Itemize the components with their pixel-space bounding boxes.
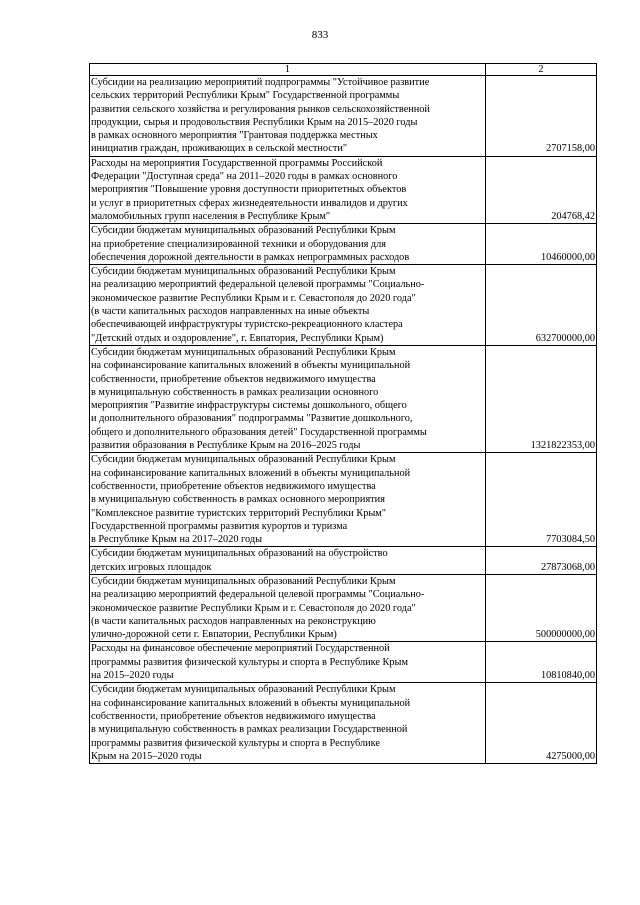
row-amount: 10460000,00: [486, 224, 597, 265]
budget-table: [89, 63, 597, 764]
row-description: Субсидии бюджетам муниципальных образований Республики Крым на реализацию мероприятий федеральной целевой программы "Социально- экономическое развитие Республики Крым и г. Севастополя до 2020 года" (в части капитальных расходов направленных на иные объекты обеспечивающей инфраструктуры туристско-рекреационного кластера "Детский отдых и оздоровление", г. Евпатория, Республики Крым): [90, 265, 486, 346]
row-amount: 2707158,00: [486, 76, 597, 157]
row-description: Субсидии бюджетам муниципальных образований Республики Крым на софинансирование капитальных вложений в объекты муниципальной собственности, приобретение объектов недвижимого имущества в муниципальную собственность в рамках основного мероприятия "Комплексное развитие туристских территорий Республики Крым" Государственной программы развития курортов и туризма в Республике Крым на 2017–2020 годы: [90, 453, 486, 547]
row-amount: 500000000,00: [486, 574, 597, 641]
row-description: Субсидии бюджетам муниципальных образований Республики Крым на приобретение специализированной техники и оборудования для обеспечения дорожной деятельности в рамках непрограммных расходов: [90, 224, 486, 265]
row-amount: 4275000,00: [486, 683, 597, 764]
row-amount: 204768,42: [486, 156, 597, 223]
row-amount: 10810840,00: [486, 642, 597, 683]
table-row: [90, 76, 597, 157]
row-description: Субсидии бюджетам муниципальных образований на обустройство детских игровых площадок: [90, 547, 486, 575]
table-row: [90, 574, 597, 641]
row-description: Субсидии на реализацию мероприятий подпрограммы "Устойчивое развитие сельских территорий Республики Крым" Государственной программы развития сельского хозяйства и регулирования рынков сельскохозяйственной продукции, сырья и продовольствия Республики Крым на 2015–2020 годы в рамках основного мероприятия "Грантовая поддержка местных инициатив граждан, проживающих в сельской местности": [90, 76, 486, 157]
page-number: 833: [311, 29, 329, 41]
row-description: Расходы на финансовое обеспечение мероприятий Государственной программы развития физической культуры и спорта в Республике Крым на 2015–2020 годы: [90, 642, 486, 683]
row-description: Субсидии бюджетам муниципальных образований Республики Крым на софинансирование капитальных вложений в объекты муниципальной собственности, приобретение объектов недвижимого имущества в муниципальную собственность в рамках реализации основного мероприятия "Развитие инфраструктуры системы дошкольного, общего и дополнительного образования" подпрограммы "Развитие дошкольного, общего и дополнительного образования детей" Государственной программы развития образования в Республике Крым на 2016–2025 годы: [90, 345, 486, 452]
row-description: Субсидии бюджетам муниципальных образований Республики Крым на софинансирование капитальных вложений в объекты муниципальной собственности, приобретение объектов недвижимого имущества в муниципальную собственность в рамках реализации Государственной программы развития физической культуры и спорта в Республике Крым на 2015–2020 годы: [90, 683, 486, 764]
column-header-description: 1: [90, 64, 486, 76]
table-row: [90, 156, 597, 223]
column-header-amount: 2: [486, 64, 597, 76]
row-amount: 1321822353,00: [486, 345, 597, 452]
row-description: Субсидии бюджетам муниципальных образований Республики Крым на реализацию мероприятий федеральной целевой программы "Социально- экономическое развитие Республики Крым и г. Севастополя до 2020 года" (в части капитальных расходов направленных на реконструкцию улично-дорожной сети г. Евпатории, Республики Крым): [90, 574, 486, 641]
table-row: [90, 683, 597, 764]
table-row: [90, 224, 597, 265]
table-row: [90, 453, 597, 547]
table-row: [90, 642, 597, 683]
row-amount: 632700000,00: [486, 265, 597, 346]
row-description: Расходы на мероприятия Государственной программы Российской Федерации "Доступная среда" на 2011–2020 годы в рамках основного мероприятия "Повышение уровня доступности приоритетных объектов и услуг в приоритетных сферах жизнедеятельности инвалидов и других маломобильных групп населения в Республике Крым": [90, 156, 486, 223]
table-header-row: [90, 64, 597, 76]
row-amount: 27873068,00: [486, 547, 597, 575]
table-row: [90, 547, 597, 575]
table-row: [90, 265, 597, 346]
row-amount: 7703084,50: [486, 453, 597, 547]
table-row: [90, 345, 597, 452]
